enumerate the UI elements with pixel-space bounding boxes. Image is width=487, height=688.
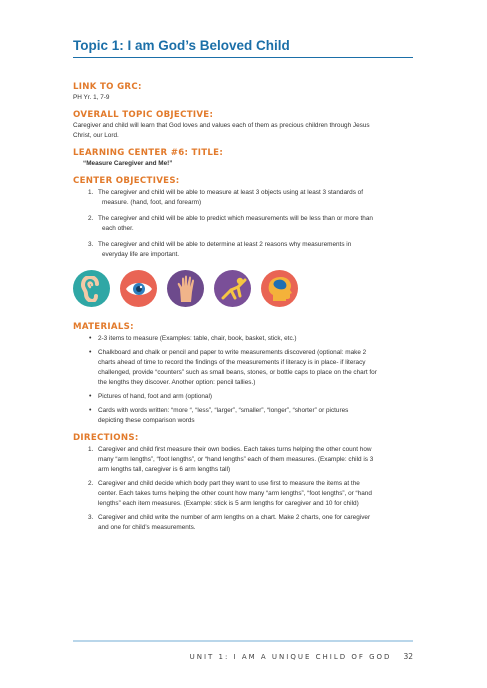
- list-item: • Chalkboard and chalk or pencil and paper to write measurements discovered (optional: make 2 charts ahead of time to record the findings of the measurements if literacy is in place- if literacy challenged, provide “counters” such as small beans, stones, or bottle caps to place on the chart for the lengths they discover. Another option: pencil tallies.): [89, 349, 377, 386]
- list-item: 1. Caregiver and child first measure their own bodies. Each takes turns helping the other count how many “arm lengths”, “foot lengths”, or “hand lengths” each of them measures. (Example: child is 3 arm lengths tall, caregiver is 6 arm lengths tall): [88, 446, 374, 473]
- brain-icon: [261, 270, 298, 307]
- objective-line-2: Christ, our Lord.: [73, 132, 119, 139]
- senses-icon-row: [73, 270, 413, 310]
- list-item: 2. The caregiver and child will be able to predict which measurements will be less than or more than each other.: [88, 215, 373, 232]
- link-text: PH Yr. 1, 7-9: [73, 94, 110, 101]
- link-heading: LINK TO GRC:: [73, 82, 142, 92]
- directions-heading: DIRECTIONS:: [73, 433, 139, 443]
- page-number: 32: [403, 652, 413, 661]
- learning-center-title: “Measure Caregiver and Me!”: [83, 160, 173, 167]
- materials-list: [73, 334, 413, 426]
- footer-divider: [73, 640, 413, 642]
- eye-icon: [120, 270, 157, 307]
- center-objectives-heading: CENTER OBJECTIVES:: [73, 176, 180, 186]
- ear-icon: [73, 270, 110, 307]
- list-item: • 2-3 items to measure (Examples: table, chair, book, basket, stick, etc.): [89, 335, 297, 342]
- list-item: 1. The caregiver and child will be able to measure at least 3 objects using at least 3 standards of measure. (hand, foot, and forearm): [88, 189, 364, 206]
- list-item: 3. Caregiver and child write the number of arm lengths on a chart. Make 2 charts, one for caregiver and one for child’s measurements.: [88, 514, 371, 531]
- hand-icon: [167, 270, 204, 307]
- materials-heading: MATERIALS:: [73, 322, 134, 332]
- directions-list: [73, 445, 413, 533]
- page-content: [73, 38, 413, 533]
- list-item: 2. Caregiver and child decide which body part they want to use first to measure the items at the center. Each takes turns helping the other count how many “arm lengths”, “foot lengths”, or “hand lengths” each item measures. (Example: stick is 5 arm lengths for caregiver and 10 for child): [88, 480, 372, 507]
- list-item: • Pictures of hand, foot and arm (optional): [89, 393, 213, 400]
- body-movement-icon: [214, 270, 251, 307]
- list-item: • Cards with words written: “more “, “less”, “larger”, “smaller”, “longer”, “shorter” or pictures depicting these comparison words: [89, 407, 349, 424]
- page-footer: [73, 652, 413, 661]
- objective-line-1: Caregiver and child will learn that God loves and values each of them as precious children through Jesus: [73, 122, 370, 129]
- footer-unit-title: UNIT 1: I AM A UNIQUE CHILD OF GOD: [189, 653, 392, 661]
- learning-center-heading: LEARNING CENTER #6: TITLE:: [73, 148, 224, 158]
- center-objectives-list: [73, 188, 413, 260]
- objective-heading: OVERALL TOPIC OBJECTIVE:: [73, 110, 214, 120]
- topic-title: Topic 1: I am God’s Beloved Child: [73, 38, 413, 58]
- list-item: 3. The caregiver and child will be able to determine at least 2 reasons why measurements in everyday life are important.: [88, 241, 352, 258]
